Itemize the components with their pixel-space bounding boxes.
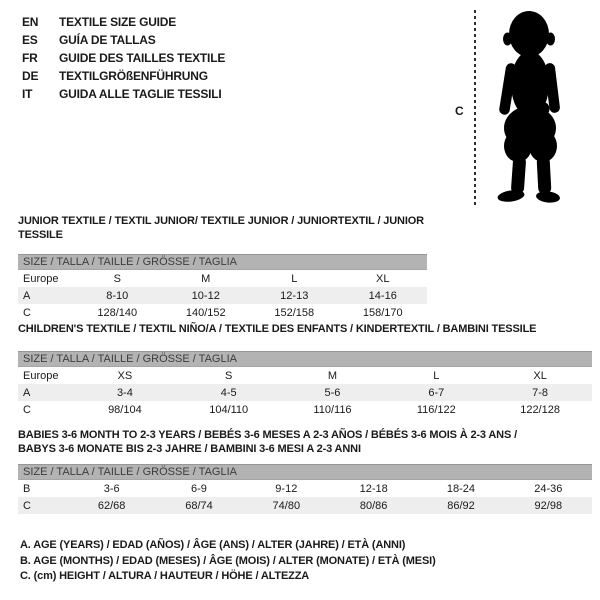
table-cell: 98/104 (108, 403, 142, 416)
table-cell: L (291, 272, 298, 285)
table-cell: 92/98 (505, 497, 592, 514)
table-cell: 5-6 (281, 384, 385, 401)
baby-silhouette (485, 8, 575, 205)
table-cell: M (327, 369, 338, 382)
baby-foot-right (535, 190, 560, 203)
baby-head (509, 11, 549, 57)
table-cell: S (113, 272, 121, 285)
table-row (18, 497, 592, 514)
table-cell: 24-36 (534, 482, 563, 495)
table-row (18, 304, 427, 321)
language-code: EN (22, 15, 39, 29)
footnotes (20, 538, 436, 585)
language-code: IT (22, 87, 33, 101)
table-cell: 104/110 (209, 403, 249, 416)
language-code: DE (22, 69, 39, 83)
row-label: B (23, 482, 31, 495)
babies-section-title-line1: BABIES 3-6 MONTH TO 2-3 YEARS / BEBÉS 3-6 MESES A 2-3 AÑOS / BÉBÉS 3-6 MOIS À 2-3 ANS / (18, 429, 517, 441)
language-code: FR (22, 51, 38, 65)
row-label: Europe (23, 369, 59, 382)
table-cell: L (433, 369, 440, 382)
footnote-height: C. (cm) HEIGHT / ALTURA / HAUTEUR / HÖHE / ALTEZZA (20, 570, 310, 582)
table-cell: S (225, 369, 233, 382)
baby-leg-left (511, 156, 527, 195)
babies-size-header-bar: SIZE / TALLA / TAILLE / GRÖSSE / TAGLIA (18, 464, 592, 480)
language-title: TEXTILE SIZE GUIDE (59, 15, 177, 29)
baby-leg-right (537, 156, 552, 195)
table-cell: M (201, 272, 211, 285)
language-code: ES (22, 33, 38, 47)
footnote-age-months: B. AGE (MONTHS) / EDAD (MESES) / ÂGE (MOIS) / ALTER (MONATE) / ETÀ (MESI) (20, 554, 436, 567)
row-label: A (18, 384, 73, 401)
language-title: GUIDA ALLE TAGLIE TESSILI (59, 87, 222, 101)
table-cell: 8-10 (73, 287, 162, 304)
row-label: C (18, 497, 68, 514)
children-section (18, 322, 592, 418)
table-cell: XL (533, 369, 547, 382)
table-row (18, 287, 427, 304)
table-cell: 10-12 (162, 287, 251, 304)
table-cell: 6-9 (191, 482, 207, 495)
footnote-age-years: A. AGE (YEARS) / EDAD (AÑOS) / ÂGE (ANS) / ALTER (JAHRE) / ETÀ (ANNI) (20, 539, 406, 551)
table-cell: 152/158 (274, 306, 315, 319)
table-cell: 74/80 (243, 497, 330, 514)
table-cell: 80/86 (330, 497, 417, 514)
language-row-it (22, 85, 225, 103)
row-label: A (18, 287, 73, 304)
table-cell: 12-13 (250, 287, 339, 304)
junior-section (18, 214, 427, 321)
table-cell: 7-8 (488, 384, 592, 401)
children-size-header-bar: SIZE / TALLA / TAILLE / GRÖSSE / TAGLIA (18, 351, 592, 367)
table-cell: 18-24 (446, 482, 476, 495)
junior-section-title: JUNIOR TEXTILE / TEXTIL JUNIOR/ TEXTILE JUNIOR / JUNIORTEXTIL / JUNIOR TESSILE (18, 215, 424, 241)
children-section-title: CHILDREN'S TEXTILE / TEXTIL NIÑO/A / TEXTILE DES ENFANTS / KINDERTEXTIL / BAMBINI TESSILE (18, 323, 537, 335)
language-row-es (22, 31, 225, 49)
language-row-de (22, 67, 225, 85)
children-size-table (18, 367, 592, 418)
table-cell: 3-6 (103, 482, 120, 495)
table-cell: 68/74 (155, 497, 242, 514)
table-row (18, 270, 427, 287)
table-cell: 116/122 (416, 403, 456, 416)
table-cell: 14-16 (339, 287, 428, 304)
junior-size-table (18, 270, 427, 321)
table-cell: 86/92 (417, 497, 504, 514)
table-cell: 9-12 (275, 482, 298, 495)
table-cell: XS (117, 369, 133, 382)
height-measure-dashed-line (474, 10, 476, 207)
language-title: GUÍA DE TALLAS (59, 33, 156, 47)
table-cell: 62/68 (68, 497, 155, 514)
table-cell: 158/170 (362, 306, 403, 319)
language-row-en (22, 13, 225, 31)
table-row (18, 480, 592, 497)
table-cell: 128/140 (97, 306, 138, 319)
table-cell: 6-7 (384, 384, 488, 401)
height-measure-label: C (455, 104, 464, 118)
table-cell: 140/152 (185, 306, 226, 319)
table-row (18, 384, 592, 401)
babies-section (18, 428, 592, 514)
row-label: C (23, 403, 31, 416)
language-title: GUIDE DES TAILLES TEXTILE (59, 51, 226, 65)
table-row (18, 401, 592, 418)
table-cell: 12-18 (359, 482, 388, 495)
table-cell: 122/128 (520, 403, 560, 416)
table-row (18, 367, 592, 384)
table-cell: 4-5 (177, 384, 281, 401)
row-label: C (23, 306, 31, 319)
language-row-fr (22, 49, 225, 67)
language-list (22, 13, 225, 103)
language-title: TEXTILGRÖßENFÜHRUNG (59, 69, 208, 83)
babies-size-table (18, 480, 592, 514)
table-cell: 3-4 (73, 384, 177, 401)
table-cell: XL (376, 272, 390, 285)
row-label: Europe (23, 272, 59, 285)
table-cell: 110/116 (313, 403, 352, 416)
junior-size-header-bar: SIZE / TALLA / TAILLE / GRÖSSE / TAGLIA (18, 254, 427, 270)
babies-section-title-line2: BABYS 3-6 MONATE BIS 2-3 JAHRE / BAMBINI 3-6 MESI A 2-3 ANNI (18, 443, 361, 455)
